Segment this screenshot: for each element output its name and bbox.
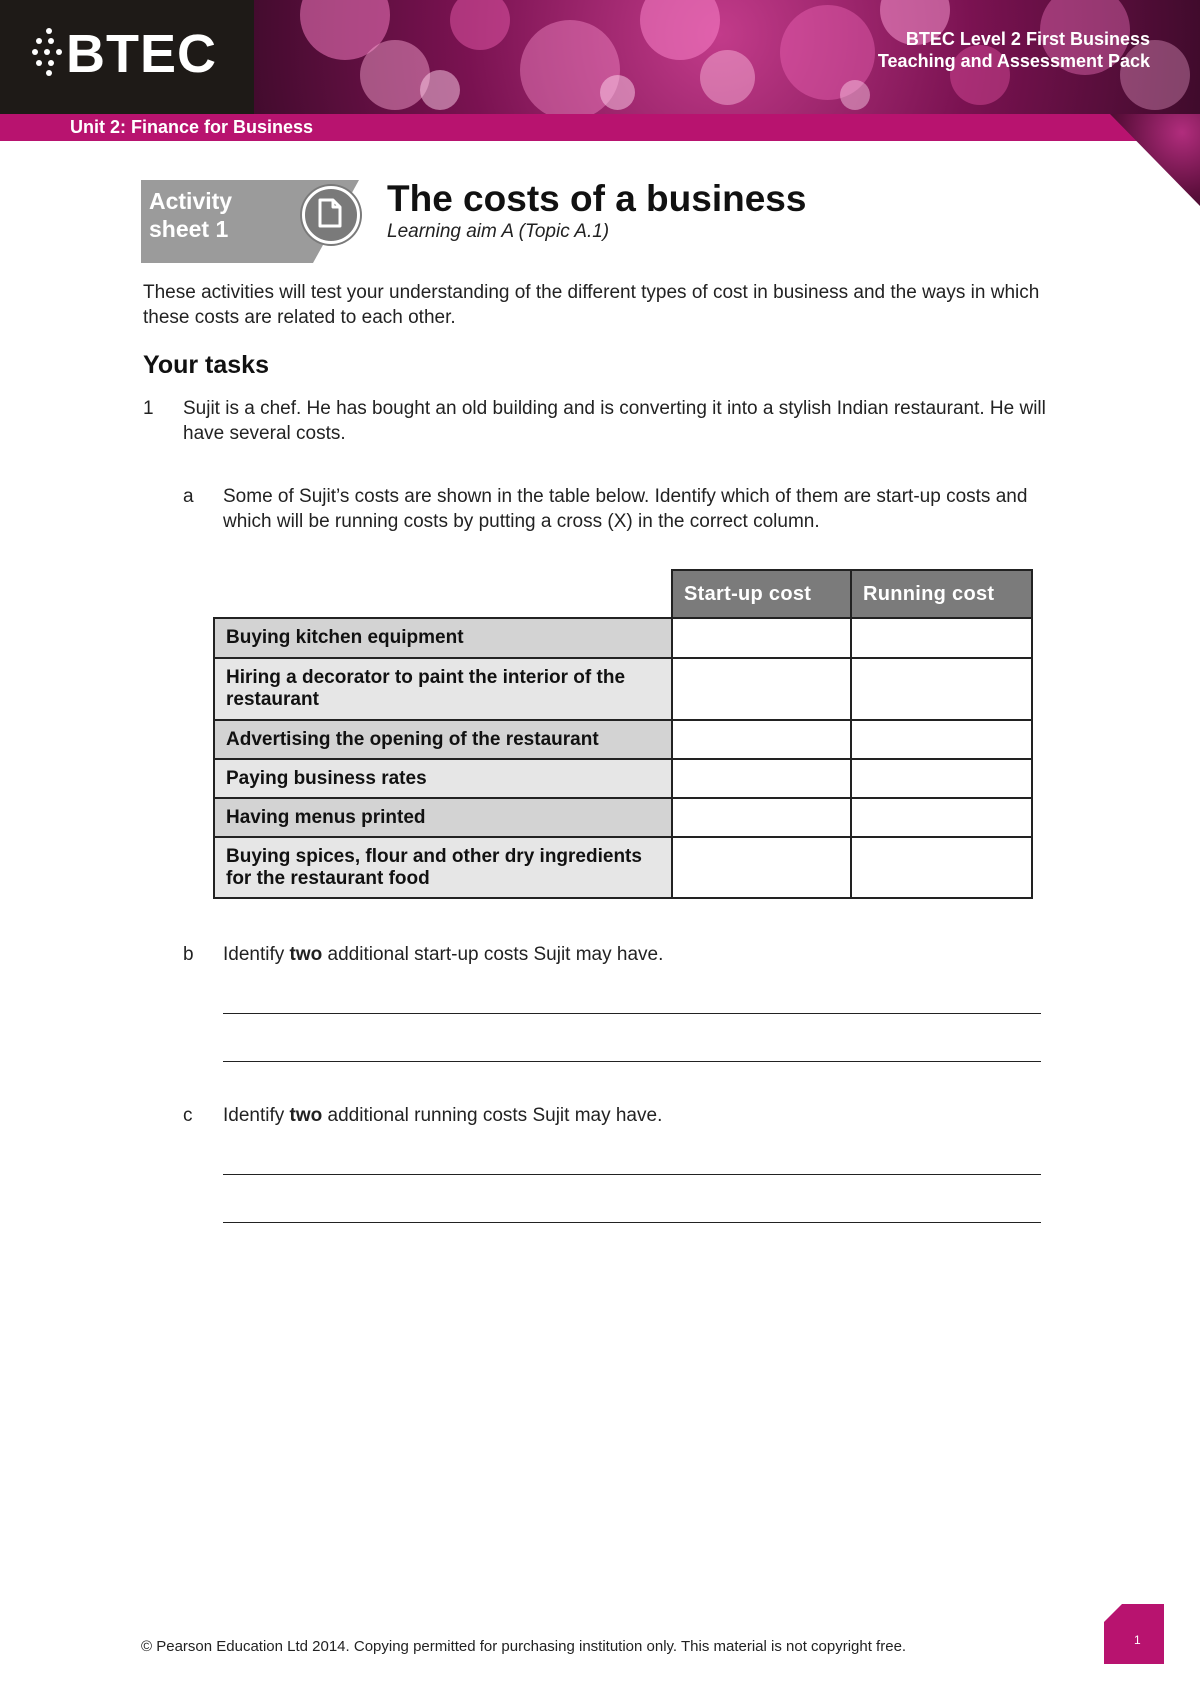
startup-cell[interactable]: [672, 658, 851, 720]
answer-line[interactable]: [223, 1013, 1041, 1014]
table-row: [214, 798, 1032, 837]
row-label: Hiring a decorator to paint the interior of the restaurant: [214, 658, 672, 720]
learning-aim: Learning aim A (Topic A.1): [387, 221, 610, 242]
header-line-1: BTEC Level 2 First Business: [905, 29, 1150, 49]
table-row: [214, 720, 1032, 759]
row-label: Advertising the opening of the restaurant: [214, 720, 672, 759]
table-row: [214, 658, 1032, 720]
row-label: Having menus printed: [214, 798, 672, 837]
logo-dots-icon: [32, 28, 66, 76]
activity-label-line-1: Activity: [149, 188, 233, 214]
part-c-letter: c: [183, 1105, 193, 1126]
question-number: 1: [143, 398, 154, 419]
table-row: [214, 759, 1032, 798]
table-header-blank: [214, 570, 672, 618]
column-header-startup: Start-up cost: [672, 570, 851, 618]
answer-line[interactable]: [223, 1061, 1041, 1062]
row-label: Buying kitchen equipment: [214, 618, 672, 658]
part-b-emphasis: two: [289, 944, 323, 965]
tasks-heading: Your tasks: [143, 351, 269, 379]
intro-paragraph: These activities will test your understanding of the different types of cost in business and the ways in which these costs are related to each other.: [143, 282, 1040, 328]
btec-logo: BTEC: [66, 24, 217, 84]
table-header-row: [214, 570, 1032, 618]
question-text: Sujit is a chef. He has bought an old building and is converting it into a stylish Indian restaurant. He will have several costs.: [183, 398, 1046, 444]
part-c-text-after: additional running costs Sujit may have.: [322, 1105, 663, 1126]
running-cell[interactable]: [851, 837, 1032, 898]
part-c-text: [223, 1103, 1063, 1128]
table-row: [214, 618, 1032, 658]
corner-decoration: [1110, 114, 1200, 206]
part-b-text-before: Identify: [223, 944, 290, 965]
part-b-text-after: additional start-up costs Sujit may have.: [322, 944, 664, 965]
part-b-text: [223, 942, 1063, 967]
startup-cell[interactable]: [672, 837, 851, 898]
row-label: Paying business rates: [214, 759, 672, 798]
running-cell[interactable]: [851, 759, 1032, 798]
running-cell[interactable]: [851, 720, 1032, 759]
answer-line[interactable]: [223, 1222, 1041, 1223]
answer-line[interactable]: [223, 1174, 1041, 1175]
row-label: Buying spices, flour and other dry ingredients for the restaurant food: [214, 837, 672, 898]
part-a-text: Some of Sujit’s costs are shown in the table below. Identify which of them are start-up costs and which will be running costs by putting a cross (X) in the correct column.: [223, 486, 1028, 532]
header-line-2: Teaching and Assessment Pack: [877, 51, 1150, 71]
running-cell[interactable]: [851, 798, 1032, 837]
startup-cell[interactable]: [672, 720, 851, 759]
page-number: 1: [1134, 1633, 1141, 1647]
part-b-letter: b: [183, 944, 194, 965]
page-title: The costs of a business: [387, 178, 807, 219]
table-row: [214, 837, 1032, 898]
document-icon: [317, 198, 343, 228]
header-title: [878, 28, 1150, 72]
startup-cell[interactable]: [672, 798, 851, 837]
activity-label: [149, 187, 232, 243]
running-cell[interactable]: [851, 618, 1032, 658]
cost-table: [213, 569, 1033, 899]
activity-label-line-2: sheet 1: [149, 216, 229, 242]
part-c-text-before: Identify: [223, 1105, 290, 1126]
startup-cell[interactable]: [672, 759, 851, 798]
unit-title: Unit 2: Finance for Business: [70, 117, 314, 137]
part-a-letter: a: [183, 486, 194, 507]
part-c-emphasis: two: [289, 1105, 323, 1126]
startup-cell[interactable]: [672, 618, 851, 658]
running-cell[interactable]: [851, 658, 1032, 720]
copyright-footer: © Pearson Education Ltd 2014. Copying permitted for purchasing institution only. This material is not copyright free.: [141, 1638, 907, 1655]
column-header-running: Running cost: [851, 570, 1032, 618]
